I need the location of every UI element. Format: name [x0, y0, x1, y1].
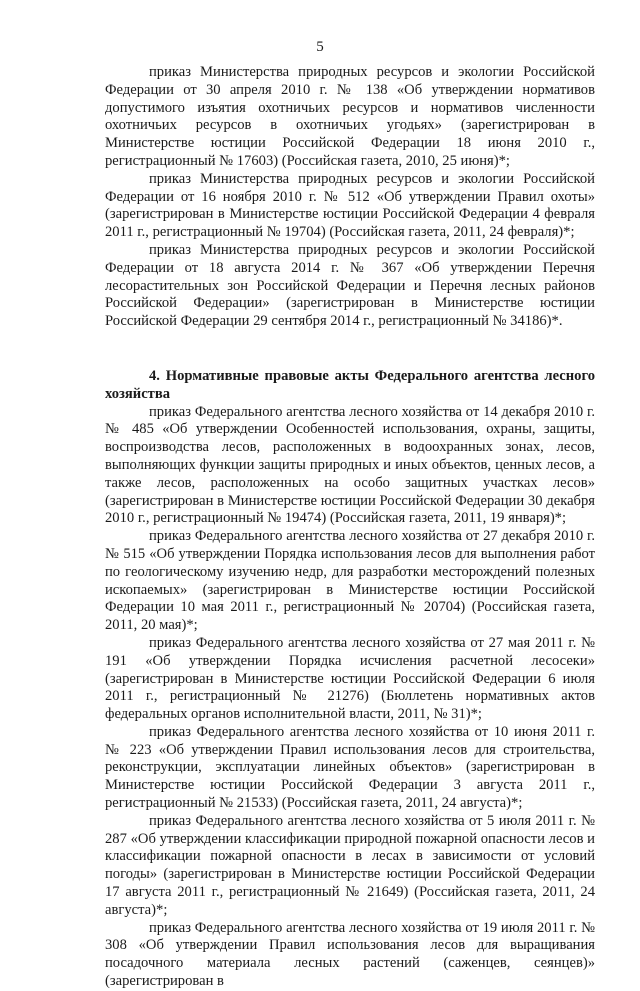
- paragraph-order-512: приказ Министерства природных ресурсов и экологии Российской Федерации от 16 ноября 2010 г. № 512 «Об утверждении Правил охоты» (зарегистрирован в Министерстве юстиции Российской Федерации 4 февраля 2011 г., регистрационный № 19704) (Российская газета, 2011, 24 февраля)*;: [105, 170, 595, 241]
- paragraph-order-308: приказ Федерального агентства лесного хозяйства от 19 июля 2011 г. № 308 «Об утверждении Правил использования лесов для выращивания посадочного материала лесных растений (саженцев, сеянцев)» (зарегистрирован в: [105, 919, 595, 990]
- section-heading: 4. Нормативные правовые акты Федерального агентства лесного хозяйства: [105, 367, 595, 402]
- paragraph-order-223: приказ Федерального агентства лесного хозяйства от 10 июня 2011 г. № 223 «Об утверждении Правил использования лесов для строительства, реконструкции, эксплуатации линейных объектов» (зарегистрирован в Министерстве юстиции Российской Федерации 3 августа 2011 г., регистрационный № 21533) (Российская газета, 2011, 24 августа)*;: [105, 723, 595, 812]
- paragraph-order-515: приказ Федерального агентства лесного хозяйства от 27 декабря 2010 г. № 515 «Об утверждении Порядка использования лесов для выполнения работ по геологическому изучению недр, для разработки месторождений полезных ископаемых» (зарегистрирован в Министерстве юстиции Российской Федерации 10 мая 2011 г., регистрационный № 20704) (Российская газета, 2011, 20 мая)*;: [105, 528, 595, 634]
- paragraph-order-485: приказ Федерального агентства лесного хозяйства от 14 декабря 2010 г. № 485 «Об утверждении Особенностей использования, охраны, защиты, воспроизводства лесов, расположенных в водоохранных зонах, лесов, выполняющих функции защиты природных и иных объектов, ценных лесов, а также лесов, расположенных на особо защитных участках лесов» (зарегистрирован в Министерстве юстиции Российской Федерации 30 декабря 2010 г., регистрационный № 19474) (Российская газета, 2011, 19 января)*;: [105, 403, 595, 527]
- paragraph-order-191: приказ Федерального агентства лесного хозяйства от 27 мая 2011 г. № 191 «Об утверждении Порядка исчисления расчетной лесосеки» (зарегистрирован в Министерстве юстиции Российской Федерации 6 июля 2011 г., регистрационный № 21276) (Бюллетень нормативных актов федеральных органов исполнительной власти, 2011, № 31)*;: [105, 634, 595, 723]
- document-body: [105, 64, 595, 991]
- page-number: 5: [316, 39, 324, 55]
- paragraph-order-138: приказ Министерства природных ресурсов и экологии Российской Федерации от 30 апреля 2010 г. № 138 «Об утверждении нормативов допустимого изъятия охотничьих ресурсов и нормативов численности охотничьих ресурсов в охотничьих угодьях» (зарегистрирован в Министерстве юстиции Российской Федерации 18 июня 2010 г., регистрационный № 17603) (Российская газета, 2010, 25 июня)*;: [105, 64, 595, 169]
- paragraph-order-287: приказ Федерального агентства лесного хозяйства от 5 июля 2011 г. № 287 «Об утверждении классификации природной пожарной опасности лесов и классификации пожарной опасности в лесах в зависимости от условий погоды» (зарегистрирован в Министерстве юстиции Российской Федерации 17 августа 2011 г., регистрационный № 21649) (Российская газета, 2011, 24 августа)*;: [105, 812, 595, 918]
- paragraph-order-367: приказ Министерства природных ресурсов и экологии Российской Федерации от 18 августа 2014 г. № 367 «Об утверждении Перечня лесорастительных зон Российской Федерации и Перечня лесных районов Российской Федерации» (зарегистрирован в Министерстве юстиции Российской Федерации 29 сентября 2014 г., регистрационный № 34186)*.: [105, 241, 595, 330]
